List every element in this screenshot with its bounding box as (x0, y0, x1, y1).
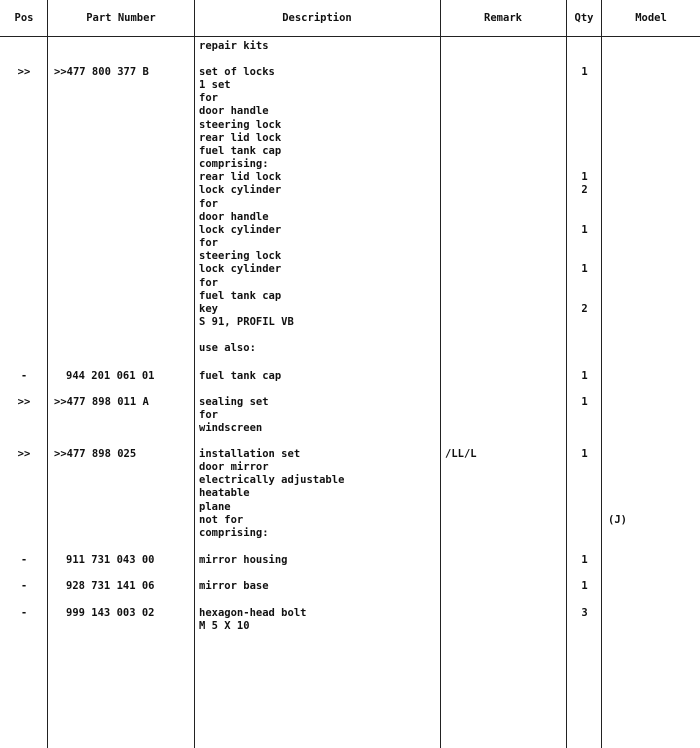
part-number-cell[interactable]: >>477 898 011 A (54, 396, 149, 408)
qty-cell: 3 (581, 607, 588, 619)
header-part-number: Part Number (86, 12, 156, 24)
pos-cell: >> (17, 396, 31, 408)
description-cell: repair kits (199, 40, 269, 52)
header-remark: Remark (484, 12, 522, 24)
description-cell: mirror housing (199, 554, 288, 566)
pos-cell: - (20, 370, 28, 382)
part-number-cell[interactable]: 911 731 043 00 (66, 554, 155, 566)
pos-cell: - (20, 580, 28, 592)
qty-cell: 1 (581, 396, 588, 408)
header-description: Description (282, 12, 352, 24)
qty-cell: 1 (581, 370, 588, 382)
description-cell: mirror base (199, 580, 269, 592)
part-number-cell[interactable]: 928 731 141 06 (66, 580, 155, 592)
qty-cell: 1 1 2 1 1 2 (581, 66, 588, 315)
qty-cell: 1 (581, 448, 588, 460)
column-divider (440, 0, 441, 748)
description-cell: installation set door mirror electrically adjustable heatable plane not for comprising: (199, 448, 345, 539)
pos-cell: - (20, 554, 28, 566)
description-cell: hexagon-head bolt M 5 X 10 (199, 607, 307, 633)
column-divider (194, 0, 195, 748)
model-cell: (J) (608, 514, 627, 526)
pos-cell: >> (17, 448, 31, 460)
qty-cell: 1 (581, 554, 588, 566)
description-cell: sealing set for windscreen (199, 396, 269, 435)
header-pos: Pos (14, 12, 34, 24)
part-number-cell[interactable]: 999 143 003 02 (66, 607, 155, 619)
header-divider (0, 36, 700, 37)
part-number-cell[interactable]: 944 201 061 01 (66, 370, 155, 382)
part-number-cell[interactable]: >>477 800 377 B (54, 66, 149, 78)
qty-cell: 1 (581, 580, 588, 592)
description-cell: fuel tank cap (199, 370, 282, 382)
header-qty: Qty (574, 12, 594, 24)
pos-cell: - (20, 607, 28, 619)
remark-cell: /LL/L (445, 448, 477, 460)
description-cell: set of locks 1 set for door handle steering lock rear lid lock fuel tank cap comprising: rear lid lock lock cylinder for door handle lock cylinder for steering lock lock cylinder for fuel tank cap key S 91, PROFIL VB use also: (199, 66, 294, 355)
pos-cell: >> (17, 66, 31, 78)
header-model: Model (635, 12, 667, 24)
part-number-cell[interactable]: >>477 898 025 (54, 448, 137, 460)
